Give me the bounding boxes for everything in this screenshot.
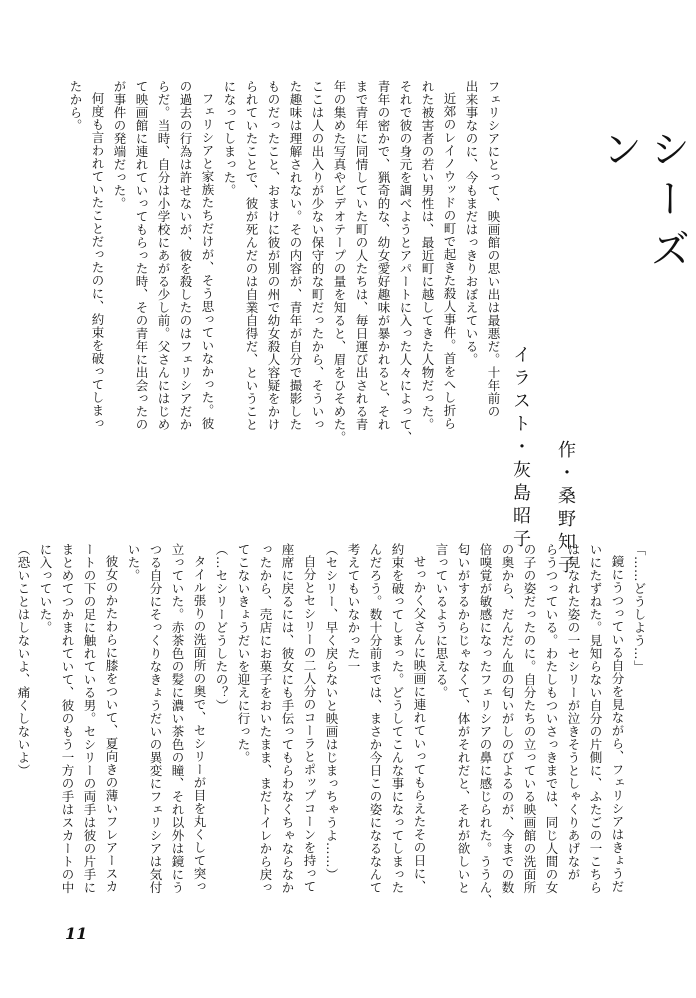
text-column: フェリシアにとって、映画館の思い出は最悪だ。十年前の bbox=[486, 80, 501, 418]
text-column: まで青年に同情していた町の人たちは、毎日運び出される青 bbox=[354, 80, 369, 431]
text-column: ートの下の足に触れている男。セシリーの両手は彼の片手に bbox=[82, 543, 97, 894]
text-column: それで彼の身元を調べようとアパートに入った人々によって、 bbox=[398, 80, 413, 444]
text-column: らうつっている。わたしもついさっきまでは、同じ人間の女 bbox=[544, 543, 559, 894]
text-column: になってしまった。 bbox=[222, 80, 237, 197]
text-column: 「……どうしよう…」 bbox=[632, 543, 647, 673]
text-column: の奥から、だんだん血の匂いがしのびよるのが、今までの数 bbox=[500, 543, 515, 894]
text-column: （セシリー、早く戻らないと映画はじまっちゃうよ……） bbox=[324, 543, 339, 881]
text-column: まとめてつかまれていて、彼のもう一方の手はスカートの中 bbox=[60, 543, 75, 894]
text-column: フェリシアと家族たちだけが、そう思っていなかった。彼 bbox=[200, 92, 215, 430]
text-column: 年の集めた写真やビデオテープの量を知ると、眉をひそめた。 bbox=[332, 80, 347, 444]
text-column: 自分とセシリーの二人分のコーラとポップコーンを持って bbox=[302, 555, 317, 893]
text-column: ここは人の出入りが少ない保守的な町だったから、そういっ bbox=[310, 80, 325, 431]
text-column: 倍嗅覚が敏感になったフェリシアの鼻に感じられた。ううん、 bbox=[478, 543, 493, 907]
text-column: らだ。当時、自分は小学校にあがる少し前。父さんにはじめ bbox=[156, 80, 171, 431]
text-column: いた。 bbox=[126, 543, 141, 582]
text-column: （…セシリーどうしたの？） bbox=[214, 543, 229, 712]
text-column: ったから、売店にお菓子をおいたまま、まだトイレから戻っ bbox=[258, 543, 273, 894]
text-column: 言っているように思える。 bbox=[434, 543, 449, 699]
text-column: ものだったこと、おまけに彼が別の州で幼女殺人容疑をかけ bbox=[266, 80, 281, 431]
text-column: れた被害者の若い男性は、最近町に越してきた人物だった。 bbox=[420, 80, 435, 431]
text-column: 座席に戻るには、彼女にも手伝ってもらわなくちゃならなか bbox=[280, 543, 295, 894]
text-column: 出来事なのに、今もまだはっきりおぼえている。 bbox=[464, 80, 479, 366]
text-column: た趣味は理解されない。その内容が、青年が自分で撮影した bbox=[288, 80, 303, 431]
text-column: て映画館に連れていってもらった時、その青年に出会ったの bbox=[134, 80, 149, 431]
story-title: シーズン bbox=[596, 128, 690, 278]
text-column: つる自分にそっくりなきょうだいの異変にフェリシアは気付 bbox=[148, 543, 163, 894]
text-column: 約束を破ってしまった。どうしてこんな事になってしまった bbox=[390, 543, 405, 894]
text-column: 何度も言われていたことだったのに、約束を破ってしまっ bbox=[90, 92, 105, 430]
text-column: （恐いことはしないよ、痛くしないよ） bbox=[16, 543, 31, 777]
lower-text-block bbox=[16, 543, 650, 913]
text-column: が事件の発端だった。 bbox=[112, 80, 127, 210]
text-column: 鏡にうつっている自分を見ながら、フェリシアはきょうだ bbox=[610, 555, 625, 893]
text-column: んだろう。数十分前までは、まさか今日この姿になるなんて bbox=[368, 543, 383, 894]
text-column: 彼女のかたわらに膝をついて、夏向きの薄いフレアースカ bbox=[104, 555, 119, 893]
illustrator-credit: イラスト・灰島昭子 bbox=[510, 345, 531, 552]
text-column: の過去の行為は許せないが、彼を殺したのはフェリシアだか bbox=[178, 80, 193, 431]
text-column: せっかく父さんに映画に連れていってもらえたその日に、 bbox=[412, 555, 427, 893]
text-column: られていたことで、彼が死んだのは自業自得だ、ということ bbox=[244, 80, 259, 431]
text-column: 匂いがするからじゃなくて、体がそれだと、それが欲しいと bbox=[456, 543, 471, 894]
text-column: 立っていた。赤茶色の髪に濃い茶色の瞳、それ以外は鏡にう bbox=[170, 543, 185, 894]
text-column: は見なれた姿の一セシリーが泣きそうとしゃくりあげなが bbox=[566, 543, 581, 881]
page-number: 11 bbox=[65, 924, 88, 943]
text-column: 青年の密かで、猟奇的な、幼女愛好趣味が暴かれると、それ bbox=[376, 80, 391, 431]
text-column: いにたずねた。見知らない自分の片側に、ふたごの一こちら bbox=[588, 543, 603, 894]
text-column: タイル張りの洗面所の奥で、セシリーが目を丸くして突っ bbox=[192, 555, 207, 893]
text-column: の子の姿だったのに。自分たちの立っている映画館の洗面所 bbox=[522, 543, 537, 894]
text-column: てこないきょうだいを迎えに行った。 bbox=[236, 543, 251, 764]
author-credit: 作・桑野知子 bbox=[555, 440, 576, 578]
text-column: 近郊のレイノウッドの町で起きた殺人事件。首をへし折ら bbox=[442, 92, 457, 430]
upper-text-block bbox=[64, 80, 504, 485]
text-column: に入っていた。 bbox=[38, 543, 53, 634]
text-column: たから。 bbox=[68, 80, 83, 132]
text-column: 考えてもいなかった一 bbox=[346, 543, 361, 673]
